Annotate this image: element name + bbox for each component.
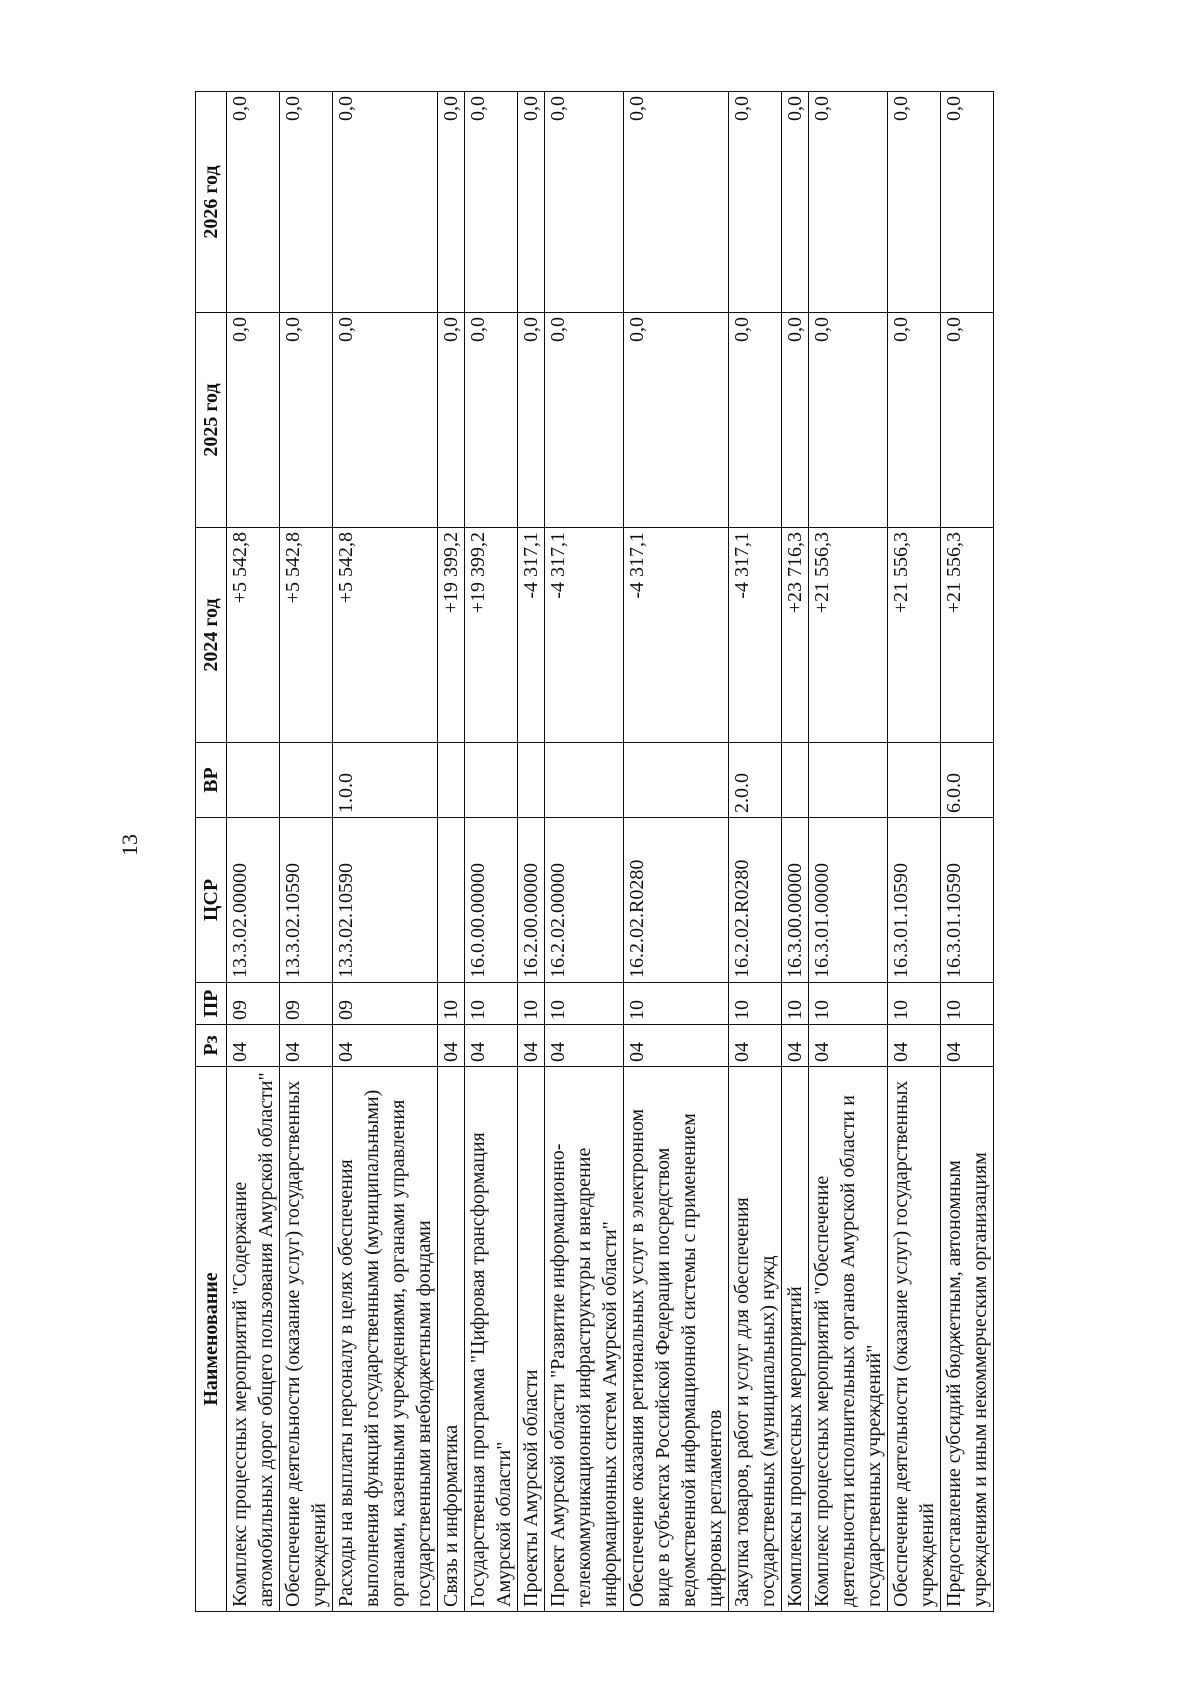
cell-vr — [809, 743, 888, 818]
header-vr: ВР — [196, 743, 227, 818]
cell-rz: 04 — [280, 1025, 333, 1067]
cell-csr — [438, 818, 465, 983]
table-row — [624, 92, 729, 1612]
cell-2025: 0,0 — [438, 313, 465, 528]
header-rz: Рз — [196, 1025, 227, 1067]
table-header-row — [196, 92, 227, 1612]
cell-2026: 0,0 — [888, 92, 941, 313]
cell-vr — [888, 743, 941, 818]
cell-2025: 0,0 — [545, 313, 624, 528]
cell-2026: 0,0 — [782, 92, 809, 313]
cell-pr: 10 — [438, 983, 465, 1025]
cell-2024: -4 317,1 — [518, 528, 545, 743]
cell-2026: 0,0 — [729, 92, 782, 313]
cell-pr: 10 — [624, 983, 729, 1025]
cell-2025: 0,0 — [465, 313, 518, 528]
cell-rz: 04 — [729, 1025, 782, 1067]
table-row — [465, 92, 518, 1612]
cell-rz: 04 — [518, 1025, 545, 1067]
cell-rz: 04 — [545, 1025, 624, 1067]
budget-table — [195, 91, 994, 1612]
header-2024: 2024 год — [196, 528, 227, 743]
cell-name: Комплексы процессных мероприятий — [782, 1067, 809, 1612]
cell-2024: +19 399,2 — [465, 528, 518, 743]
cell-2025: 0,0 — [809, 313, 888, 528]
cell-vr: 2.0.0 — [729, 743, 782, 818]
cell-rz: 04 — [888, 1025, 941, 1067]
cell-name: Комплекс процессных мероприятий "Обеспечение деятельности исполнительных органов Амурской области и государственных учреждений" — [809, 1067, 888, 1612]
rotated-table-container — [195, 92, 1035, 1612]
cell-2025: 0,0 — [518, 313, 545, 528]
cell-vr: 1.0.0 — [333, 743, 438, 818]
cell-csr: 16.2.02.00000 — [545, 818, 624, 983]
cell-2024: +5 542,8 — [227, 528, 280, 743]
cell-csr: 16.2.02.R0280 — [624, 818, 729, 983]
cell-2024: -4 317,1 — [729, 528, 782, 743]
cell-2026: 0,0 — [941, 92, 994, 313]
header-csr: ЦСР — [196, 818, 227, 983]
cell-name: Проект Амурской области "Развитие информационно-телекоммуникационной инфраструктуры и внедрение информационных систем Амурской области" — [545, 1067, 624, 1612]
header-name: Наименование — [196, 1067, 227, 1612]
cell-vr — [227, 743, 280, 818]
cell-csr: 16.3.01.00000 — [809, 818, 888, 983]
table-row — [438, 92, 465, 1612]
cell-2025: 0,0 — [782, 313, 809, 528]
table-row — [941, 92, 994, 1612]
cell-name: Обеспечение деятельности (оказание услуг) государственных учреждений — [280, 1067, 333, 1612]
table-row — [545, 92, 624, 1612]
cell-pr: 10 — [941, 983, 994, 1025]
cell-2026: 0,0 — [465, 92, 518, 313]
cell-rz: 04 — [809, 1025, 888, 1067]
cell-vr: 6.0.0 — [941, 743, 994, 818]
cell-2025: 0,0 — [888, 313, 941, 528]
cell-2024: +5 542,8 — [280, 528, 333, 743]
cell-2026: 0,0 — [438, 92, 465, 313]
cell-rz: 04 — [465, 1025, 518, 1067]
cell-pr: 10 — [465, 983, 518, 1025]
cell-vr — [438, 743, 465, 818]
cell-name: Государственная программа "Цифровая трансформация Амурской области" — [465, 1067, 518, 1612]
table-row — [280, 92, 333, 1612]
cell-2026: 0,0 — [333, 92, 438, 313]
cell-2026: 0,0 — [227, 92, 280, 313]
cell-2024: +23 716,3 — [782, 528, 809, 743]
header-2026: 2026 год — [196, 92, 227, 313]
cell-2024: -4 317,1 — [624, 528, 729, 743]
cell-2024: +21 556,3 — [809, 528, 888, 743]
cell-name: Комплекс процессных мероприятий "Содержание автомобильных дорог общего пользования Амурской области" — [227, 1067, 280, 1612]
cell-pr: 09 — [227, 983, 280, 1025]
cell-pr: 10 — [729, 983, 782, 1025]
cell-name: Закупка товаров, работ и услуг для обеспечения государственных (муниципальных) нужд — [729, 1067, 782, 1612]
cell-pr: 10 — [545, 983, 624, 1025]
cell-rz: 04 — [333, 1025, 438, 1067]
cell-rz: 04 — [624, 1025, 729, 1067]
cell-vr — [280, 743, 333, 818]
cell-name: Проекты Амурской области — [518, 1067, 545, 1612]
cell-csr: 13.3.02.10590 — [280, 818, 333, 983]
cell-2026: 0,0 — [280, 92, 333, 313]
cell-vr — [624, 743, 729, 818]
cell-2025: 0,0 — [280, 313, 333, 528]
cell-2025: 0,0 — [333, 313, 438, 528]
cell-2024: +19 399,2 — [438, 528, 465, 743]
table-body — [227, 92, 994, 1612]
cell-2025: 0,0 — [624, 313, 729, 528]
cell-csr: 16.0.00.00000 — [465, 818, 518, 983]
cell-pr: 10 — [782, 983, 809, 1025]
page-number: 13 — [117, 834, 142, 856]
header-pr: ПР — [196, 983, 227, 1025]
table-row — [518, 92, 545, 1612]
cell-rz: 04 — [782, 1025, 809, 1067]
table-row — [809, 92, 888, 1612]
cell-csr: 16.2.00.00000 — [518, 818, 545, 983]
cell-vr — [465, 743, 518, 818]
cell-name: Обеспечение деятельности (оказание услуг) государственных учреждений — [888, 1067, 941, 1612]
cell-2026: 0,0 — [545, 92, 624, 313]
cell-pr: 09 — [333, 983, 438, 1025]
table-row — [888, 92, 941, 1612]
table-row — [227, 92, 280, 1612]
cell-2024: +5 542,8 — [333, 528, 438, 743]
cell-vr — [545, 743, 624, 818]
cell-2024: +21 556,3 — [941, 528, 994, 743]
cell-pr: 09 — [280, 983, 333, 1025]
cell-csr: 13.3.02.00000 — [227, 818, 280, 983]
cell-vr — [782, 743, 809, 818]
table-row — [729, 92, 782, 1612]
cell-pr: 10 — [518, 983, 545, 1025]
cell-rz: 04 — [438, 1025, 465, 1067]
cell-2026: 0,0 — [809, 92, 888, 313]
cell-2025: 0,0 — [729, 313, 782, 528]
cell-pr: 10 — [809, 983, 888, 1025]
cell-rz: 04 — [227, 1025, 280, 1067]
cell-name: Расходы на выплаты персоналу в целях обеспечения выполнения функций государственными (муниципальными) органами, казенными учреждениями, органами управления государственными внебюджетными фондами — [333, 1067, 438, 1612]
cell-name: Связь и информатика — [438, 1067, 465, 1612]
cell-csr: 16.3.01.10590 — [941, 818, 994, 983]
cell-csr: 16.3.01.10590 — [888, 818, 941, 983]
cell-2026: 0,0 — [518, 92, 545, 313]
cell-2024: +21 556,3 — [888, 528, 941, 743]
cell-2024: -4 317,1 — [545, 528, 624, 743]
table-row — [333, 92, 438, 1612]
cell-csr: 13.3.02.10590 — [333, 818, 438, 983]
table-row — [782, 92, 809, 1612]
cell-csr: 16.2.02.R0280 — [729, 818, 782, 983]
header-2025: 2025 год — [196, 313, 227, 528]
cell-2026: 0,0 — [624, 92, 729, 313]
cell-2025: 0,0 — [227, 313, 280, 528]
cell-vr — [518, 743, 545, 818]
cell-name: Обеспечение оказания региональных услуг в электронном виде в субъектах Российской Федерации посредством ведомственной информационной системы с применением цифровых регламентов — [624, 1067, 729, 1612]
cell-pr: 10 — [888, 983, 941, 1025]
cell-name: Предоставление субсидий бюджетным, автономным учреждениям и иным некоммерческим организациям — [941, 1067, 994, 1612]
cell-2025: 0,0 — [941, 313, 994, 528]
cell-csr: 16.3.00.00000 — [782, 818, 809, 983]
cell-rz: 04 — [941, 1025, 994, 1067]
